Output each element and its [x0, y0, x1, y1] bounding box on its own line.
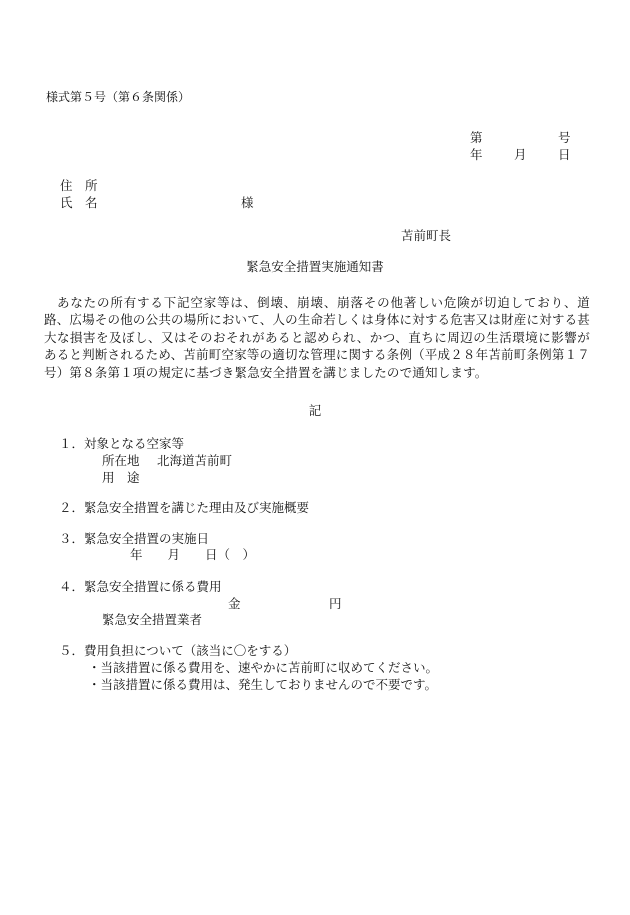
date-year: 年 [470, 147, 483, 162]
document-title: 緊急安全措置実施通知書 [246, 259, 384, 274]
issuer: 苫前町長 [401, 228, 452, 243]
item3-heading: ３．緊急安全措置の実施日 [59, 531, 210, 546]
recipient-address-label: 住 所 [60, 178, 98, 193]
item1-location-value: 北海道苫前町 [157, 453, 233, 468]
item5-option-1: ・当該措置に係る費用を、速やかに苫前町に収めてください。 [88, 660, 439, 675]
ki-marker: 記 [308, 403, 322, 418]
item5-heading: ５．費用負担について（該当に〇をする） [59, 643, 297, 658]
document-date [470, 149, 570, 199]
document-number-prefix: 第 [470, 130, 483, 145]
item1-heading: １．対象となる空家等 [59, 436, 185, 451]
item4-heading: ４．緊急安全措置に係る費用 [59, 579, 222, 594]
item4-amount-prefix: 金 [228, 596, 241, 611]
recipient-name-label: 氏 名 [60, 195, 98, 210]
item4-contractor-label: 緊急安全措置業者 [102, 612, 203, 627]
document-number-suffix: 号 [558, 130, 571, 145]
item3-date-line: 年 月 日（ ） [130, 547, 256, 562]
date-month: 月 [514, 147, 527, 162]
item2-heading: ２．緊急安全措置を講じた理由及び実施概要 [59, 500, 310, 515]
date-day: 日 [558, 147, 571, 162]
item1-location-label: 所在地 [102, 453, 140, 468]
notice-body: あなたの所有する下記空家等は、倒壊、崩壊、崩落その他著しい危険が切迫しており、道路、広場その他の公共の場所において、人の生命若しくは身体に対する危害又は財産に対する甚大な損害を及ぼし、又はそのおそれがあると認められ、かつ、直ちに周辺の生活環境に影響があると判断されるため、苫前町空家等の適切な管理に関する条例（平成２８年苫前町条例第１７号）第８条第１項の規定に基づき緊急安全措置を講じましたので通知します。 [44, 295, 590, 380]
form-number: 様式第５号（第６条関係） [46, 90, 191, 104]
item1-use-label: 用 途 [102, 470, 140, 485]
recipient-honorific: 様 [241, 195, 254, 210]
item4-amount-suffix: 円 [329, 596, 342, 611]
item5-option-2: ・当該措置に係る費用は、発生しておりませんので不要です。 [88, 677, 438, 692]
